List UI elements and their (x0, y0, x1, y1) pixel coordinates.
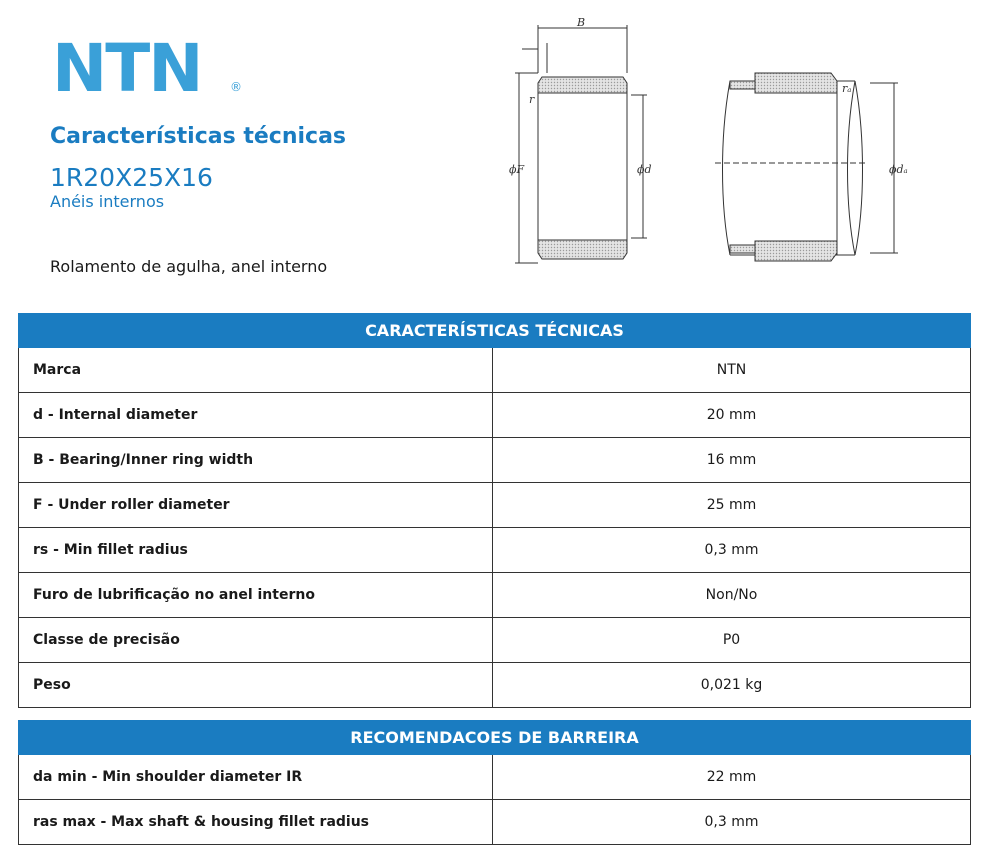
product-description: Rolamento de agulha, anel interno (50, 257, 328, 276)
row-value: 20 mm (493, 393, 971, 438)
dim-label-d: ϕd (637, 163, 652, 176)
table-row (19, 573, 971, 618)
product-category: Anéis internos (50, 192, 165, 211)
row-value: NTN (493, 348, 971, 393)
logo-text: NTN (52, 30, 202, 107)
page-title: Características técnicas (50, 124, 347, 149)
row-label: Classe de precisão (19, 618, 493, 663)
table-row (19, 393, 971, 438)
row-value: 16 mm (493, 438, 971, 483)
product-model: 1R20X25X16 (50, 163, 213, 192)
bearing-technical-drawing (505, 15, 925, 275)
row-value: Non/No (493, 573, 971, 618)
table-row (19, 618, 971, 663)
row-value: 0,3 mm (493, 800, 971, 845)
ntn-logo (52, 30, 252, 107)
barrier-table (18, 720, 971, 845)
ring-section-view (515, 25, 647, 263)
row-label: ras max - Max shaft & housing fillet radius (19, 800, 493, 845)
spec-table-header: CARACTERÍSTICAS TÉCNICAS (19, 314, 971, 348)
row-value: 25 mm (493, 483, 971, 528)
row-label: Marca (19, 348, 493, 393)
row-label: rs - Min fillet radius (19, 528, 493, 573)
spec-table (18, 313, 971, 708)
table-row (19, 438, 971, 483)
row-label: F - Under roller diameter (19, 483, 493, 528)
barrier-table-header: RECOMENDACOES DE BARREIRA (19, 721, 971, 755)
dim-label-B: B (577, 16, 586, 29)
table-row (19, 663, 971, 708)
dim-label-da: ϕdₐ (889, 163, 908, 176)
table-row (19, 528, 971, 573)
table-row (19, 483, 971, 528)
dim-label-r: r (529, 93, 535, 106)
row-value: 0,3 mm (493, 528, 971, 573)
row-label: d - Internal diameter (19, 393, 493, 438)
shaft-mounting-view (715, 73, 898, 261)
row-value: 0,021 kg (493, 663, 971, 708)
row-label: B - Bearing/Inner ring width (19, 438, 493, 483)
table-row (19, 755, 971, 800)
row-label: da min - Min shoulder diameter IR (19, 755, 493, 800)
dim-label-ra: rₐ (842, 82, 852, 95)
registered-mark: ® (230, 80, 242, 94)
table-row (19, 348, 971, 393)
table-row (19, 800, 971, 845)
row-label: Peso (19, 663, 493, 708)
row-value: 22 mm (493, 755, 971, 800)
dim-label-F: ϕF (509, 163, 525, 176)
row-label: Furo de lubrificação no anel interno (19, 573, 493, 618)
row-value: P0 (493, 618, 971, 663)
